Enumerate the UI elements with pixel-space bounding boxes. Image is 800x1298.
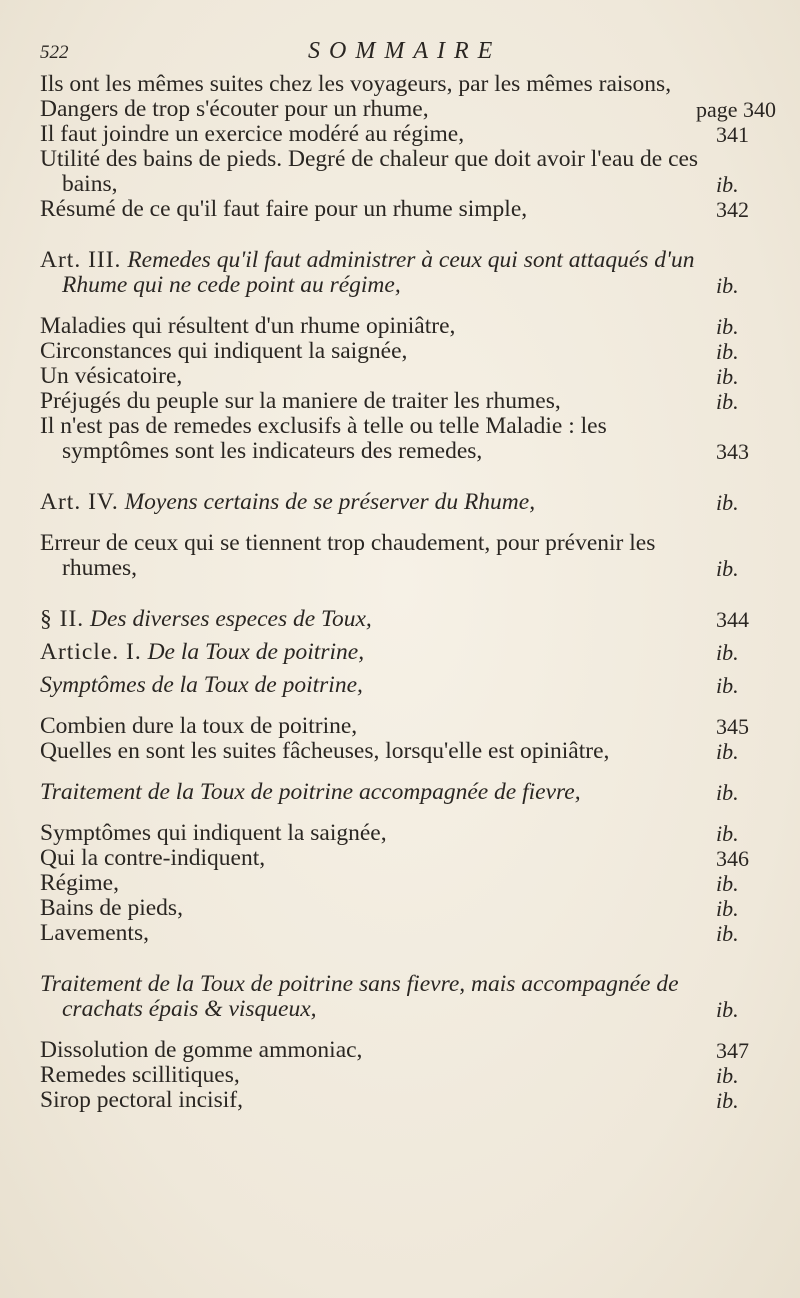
entry-text: Utilité des bains de pieds. Degré de chaleur que doit avoir l'eau de ces bains, (40, 146, 699, 197)
article-number: Art. III. (40, 247, 122, 273)
entry-text: Ils ont les mêmes suites chez les voyageurs, par les mêmes raisons, (40, 71, 672, 97)
entry-text: Régime, (40, 870, 119, 896)
entry-page: ib. (716, 821, 739, 846)
toc-entry (40, 314, 768, 339)
entry-text: Sirop pectoral incisif, (40, 1087, 243, 1113)
entry-page: ib. (716, 1088, 739, 1113)
toc-entry (40, 739, 768, 764)
entry-page: 347 (716, 1038, 749, 1063)
entry-text: Traitement de la Toux de poitrine sans fievre, mais accompagnée de crachats épais & visqueux, (40, 971, 679, 1022)
toc-entry (40, 714, 768, 739)
entry-page: ib. (716, 921, 739, 946)
toc-entry (40, 339, 768, 364)
toc-entry (40, 972, 768, 1022)
entry-text: Maladies qui résultent d'un rhume opiniâtre, (40, 313, 456, 339)
entry-page: ib. (716, 314, 739, 339)
toc-entry (40, 147, 768, 197)
entry-text: Il n'est pas de remedes exclusifs à telle ou telle Maladie : les symptômes sont les indicateurs des remedes, (40, 413, 607, 464)
toc-entry (40, 389, 768, 414)
entry-text: Circonstances qui indiquent la saignée, (40, 338, 408, 364)
entry-text: Il faut joindre un exercice modéré au régime, (40, 121, 465, 147)
toc-entry (40, 673, 768, 698)
entry-text: Résumé de ce qu'il faut faire pour un rhume simple, (40, 196, 528, 222)
entry-text: Un vésicatoire, (40, 363, 183, 389)
article-number: Art. IV. (40, 489, 119, 515)
toc-entry (40, 122, 768, 147)
page-header (40, 38, 780, 68)
entry-page: ib. (716, 389, 739, 414)
toc-article-heading (40, 640, 768, 665)
entry-text: Quelles en sont les suites fâcheuses, lorsqu'elle est opiniâtre, (40, 738, 610, 764)
entry-text: Remedes scillitiques, (40, 1062, 240, 1088)
toc-entry (40, 96, 776, 122)
entry-text: Dangers de trop s'écouter pour un rhume, (40, 96, 429, 122)
entry-page: ib. (716, 896, 739, 921)
entry-page: ib. (716, 739, 739, 764)
entry-text: Dissolution de gomme ammoniac, (40, 1037, 363, 1063)
toc-article-heading (40, 490, 768, 515)
entry-text: Symptômes de la Toux de poitrine, (40, 672, 363, 698)
entry-text: Qui la contre-indiquent, (40, 845, 266, 871)
toc-entry (40, 414, 768, 464)
entry-text: Symptômes qui indiquent la saignée, (40, 820, 387, 846)
table-of-contents (40, 71, 776, 1113)
toc-entry (40, 72, 768, 97)
entry-text: Remedes qu'il faut administrer à ceux qui sont attaqués d'un Rhume qui ne cede point au régime, (62, 247, 695, 298)
entry-text: Préjugés du peuple sur la maniere de traiter les rhumes, (40, 388, 561, 414)
entry-page: ib. (716, 780, 739, 805)
entry-page: ib. (716, 673, 739, 698)
toc-entry (40, 364, 768, 389)
toc-entry (40, 846, 768, 871)
entry-page: ib. (716, 490, 739, 515)
entry-page: ib. (716, 997, 739, 1022)
toc-entry (40, 896, 768, 921)
toc-entry (40, 1038, 768, 1063)
page-number: 522 (40, 42, 69, 63)
toc-entry (40, 780, 768, 805)
entry-page: 345 (716, 714, 749, 739)
entry-page: 344 (716, 607, 749, 632)
toc-entry (40, 1063, 768, 1088)
toc-entry (40, 531, 768, 581)
article-number: Article. I. (40, 639, 142, 665)
entry-page: ib. (716, 1063, 739, 1088)
entry-page: 341 (716, 122, 749, 147)
entry-text: Des diverses especes de Toux, (90, 606, 372, 632)
entry-page: ib. (716, 640, 739, 665)
entry-page: 343 (716, 439, 749, 464)
entry-text: Combien dure la toux de poitrine, (40, 713, 358, 739)
toc-entry (40, 1088, 768, 1113)
toc-entry (40, 871, 768, 896)
entry-page: ib. (716, 364, 739, 389)
toc-article-heading (40, 248, 768, 298)
toc-section-heading (40, 607, 768, 632)
entry-text: Traitement de la Toux de poitrine accompagnée de fievre, (40, 779, 581, 805)
entry-page: page 340 (695, 97, 776, 122)
toc-entry (40, 821, 768, 846)
toc-entry (40, 197, 768, 222)
section-number: § II. (40, 606, 85, 632)
entry-page: ib. (716, 556, 739, 581)
entry-page: 342 (716, 197, 749, 222)
entry-page: ib. (716, 871, 739, 896)
entry-text: Bains de pieds, (40, 895, 183, 921)
entry-text: De la Toux de poitrine, (147, 639, 365, 665)
entry-page: ib. (716, 172, 739, 197)
entry-text: Erreur de ceux qui se tiennent trop chaudement, pour prévenir les rhumes, (40, 530, 656, 581)
entry-text: Lavements, (40, 920, 149, 946)
entry-page: ib. (716, 273, 739, 298)
entry-page: ib. (716, 339, 739, 364)
entry-text: Moyens certains de se préserver du Rhume, (124, 489, 536, 515)
toc-entry (40, 921, 768, 946)
entry-page: 346 (716, 846, 749, 871)
running-title: SOMMAIRE (308, 38, 502, 64)
